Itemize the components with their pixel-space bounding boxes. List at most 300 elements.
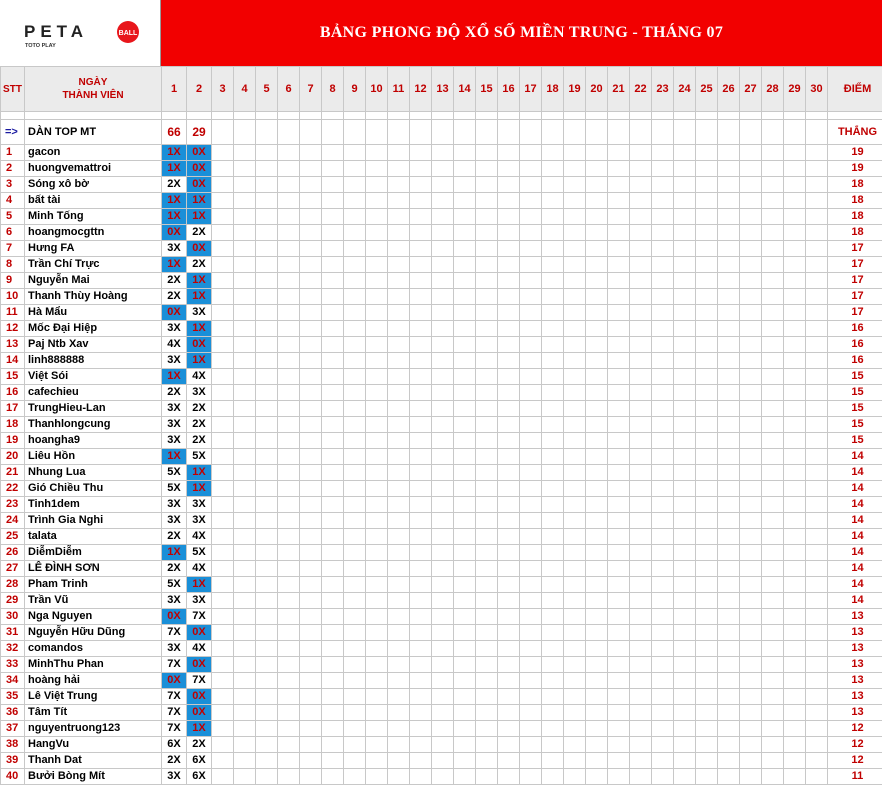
empty-cell[interactable] <box>454 737 476 753</box>
empty-cell[interactable] <box>476 433 498 449</box>
empty-cell[interactable] <box>300 673 322 689</box>
empty-cell[interactable] <box>366 577 388 593</box>
empty-cell[interactable] <box>234 705 256 721</box>
empty-cell[interactable] <box>718 321 740 337</box>
empty-cell[interactable] <box>256 177 278 193</box>
day-1-value[interactable]: 7X <box>162 657 187 673</box>
empty-cell[interactable] <box>586 321 608 337</box>
empty-cell[interactable] <box>322 529 344 545</box>
empty-cell[interactable] <box>432 241 454 257</box>
empty-cell[interactable] <box>696 769 718 785</box>
empty-cell[interactable] <box>454 145 476 161</box>
day-2-value[interactable]: 0X <box>187 161 212 177</box>
empty-cell[interactable] <box>234 657 256 673</box>
empty-cell[interactable] <box>696 120 718 145</box>
empty-cell[interactable] <box>234 561 256 577</box>
empty-cell[interactable] <box>740 465 762 481</box>
empty-cell[interactable] <box>542 577 564 593</box>
empty-cell[interactable] <box>652 120 674 145</box>
empty-cell[interactable] <box>476 193 498 209</box>
empty-cell[interactable] <box>454 545 476 561</box>
empty-cell[interactable] <box>674 625 696 641</box>
empty-cell[interactable] <box>410 177 432 193</box>
empty-cell[interactable] <box>344 705 366 721</box>
empty-cell[interactable] <box>366 353 388 369</box>
empty-cell[interactable] <box>718 417 740 433</box>
empty-cell[interactable] <box>784 481 806 497</box>
empty-cell[interactable] <box>674 497 696 513</box>
empty-cell[interactable] <box>586 120 608 145</box>
empty-cell[interactable] <box>652 529 674 545</box>
day-1-value[interactable]: 2X <box>162 385 187 401</box>
empty-cell[interactable] <box>366 225 388 241</box>
empty-cell[interactable] <box>542 145 564 161</box>
empty-cell[interactable] <box>762 401 784 417</box>
empty-cell[interactable] <box>410 449 432 465</box>
empty-cell[interactable] <box>212 177 234 193</box>
empty-cell[interactable] <box>564 721 586 737</box>
empty-cell[interactable] <box>410 193 432 209</box>
empty-cell[interactable] <box>388 401 410 417</box>
empty-cell[interactable] <box>696 241 718 257</box>
empty-cell[interactable] <box>740 481 762 497</box>
empty-cell[interactable] <box>784 721 806 737</box>
empty-cell[interactable] <box>806 753 828 769</box>
empty-cell[interactable] <box>366 705 388 721</box>
empty-cell[interactable] <box>234 481 256 497</box>
empty-cell[interactable] <box>300 145 322 161</box>
empty-cell[interactable] <box>520 385 542 401</box>
empty-cell[interactable] <box>300 241 322 257</box>
day-1-value[interactable]: 3X <box>162 417 187 433</box>
empty-cell[interactable] <box>278 385 300 401</box>
empty-cell[interactable] <box>388 593 410 609</box>
day-2-value[interactable]: 1X <box>187 209 212 225</box>
empty-cell[interactable] <box>366 161 388 177</box>
empty-cell[interactable] <box>410 120 432 145</box>
empty-cell[interactable] <box>300 769 322 785</box>
empty-cell[interactable] <box>234 289 256 305</box>
empty-cell[interactable] <box>432 577 454 593</box>
empty-cell[interactable] <box>762 609 784 625</box>
empty-cell[interactable] <box>300 225 322 241</box>
empty-cell[interactable] <box>652 241 674 257</box>
empty-cell[interactable] <box>344 145 366 161</box>
empty-cell[interactable] <box>476 481 498 497</box>
empty-cell[interactable] <box>762 145 784 161</box>
empty-cell[interactable] <box>630 641 652 657</box>
empty-cell[interactable] <box>498 465 520 481</box>
day-1-value[interactable]: 3X <box>162 321 187 337</box>
empty-cell[interactable] <box>366 689 388 705</box>
empty-cell[interactable] <box>564 273 586 289</box>
empty-cell[interactable] <box>608 321 630 337</box>
empty-cell[interactable] <box>278 321 300 337</box>
empty-cell[interactable] <box>300 625 322 641</box>
empty-cell[interactable] <box>344 545 366 561</box>
empty-cell[interactable] <box>476 609 498 625</box>
empty-cell[interactable] <box>410 257 432 273</box>
empty-cell[interactable] <box>454 120 476 145</box>
empty-cell[interactable] <box>476 321 498 337</box>
day-2-value[interactable]: 0X <box>187 625 212 641</box>
empty-cell[interactable] <box>256 721 278 737</box>
day-1-value[interactable]: 1X <box>162 193 187 209</box>
empty-cell[interactable] <box>300 161 322 177</box>
empty-cell[interactable] <box>696 449 718 465</box>
empty-cell[interactable] <box>608 433 630 449</box>
day-2-value[interactable]: 4X <box>187 561 212 577</box>
empty-cell[interactable] <box>234 120 256 145</box>
empty-cell[interactable] <box>784 257 806 273</box>
empty-cell[interactable] <box>432 753 454 769</box>
empty-cell[interactable] <box>608 769 630 785</box>
empty-cell[interactable] <box>762 337 784 353</box>
empty-cell[interactable] <box>718 689 740 705</box>
day-1-value[interactable]: 3X <box>162 401 187 417</box>
empty-cell[interactable] <box>432 737 454 753</box>
empty-cell[interactable] <box>674 481 696 497</box>
empty-cell[interactable] <box>476 337 498 353</box>
empty-cell[interactable] <box>806 225 828 241</box>
empty-cell[interactable] <box>652 769 674 785</box>
empty-cell[interactable] <box>630 481 652 497</box>
empty-cell[interactable] <box>586 641 608 657</box>
empty-cell[interactable] <box>762 737 784 753</box>
empty-cell[interactable] <box>278 369 300 385</box>
day-1-value[interactable]: 7X <box>162 721 187 737</box>
empty-cell[interactable] <box>454 481 476 497</box>
empty-cell[interactable] <box>432 161 454 177</box>
empty-cell[interactable] <box>542 321 564 337</box>
empty-cell[interactable] <box>432 401 454 417</box>
empty-cell[interactable] <box>564 561 586 577</box>
empty-cell[interactable] <box>388 753 410 769</box>
empty-cell[interactable] <box>652 145 674 161</box>
empty-cell[interactable] <box>300 353 322 369</box>
empty-cell[interactable] <box>542 401 564 417</box>
empty-cell[interactable] <box>344 273 366 289</box>
day-2-value[interactable]: 0X <box>187 337 212 353</box>
empty-cell[interactable] <box>432 209 454 225</box>
empty-cell[interactable] <box>520 193 542 209</box>
empty-cell[interactable] <box>256 561 278 577</box>
empty-cell[interactable] <box>410 305 432 321</box>
empty-cell[interactable] <box>586 529 608 545</box>
empty-cell[interactable] <box>762 465 784 481</box>
empty-cell[interactable] <box>300 689 322 705</box>
empty-cell[interactable] <box>740 257 762 273</box>
empty-cell[interactable] <box>234 305 256 321</box>
empty-cell[interactable] <box>322 241 344 257</box>
empty-cell[interactable] <box>498 369 520 385</box>
empty-cell[interactable] <box>454 721 476 737</box>
empty-cell[interactable] <box>630 273 652 289</box>
empty-cell[interactable] <box>322 257 344 273</box>
empty-cell[interactable] <box>674 689 696 705</box>
empty-cell[interactable] <box>366 449 388 465</box>
empty-cell[interactable] <box>542 513 564 529</box>
empty-cell[interactable] <box>806 769 828 785</box>
empty-cell[interactable] <box>278 177 300 193</box>
empty-cell[interactable] <box>278 465 300 481</box>
empty-cell[interactable] <box>762 545 784 561</box>
empty-cell[interactable] <box>432 337 454 353</box>
empty-cell[interactable] <box>608 673 630 689</box>
empty-cell[interactable] <box>278 561 300 577</box>
empty-cell[interactable] <box>498 305 520 321</box>
empty-cell[interactable] <box>564 257 586 273</box>
empty-cell[interactable] <box>256 385 278 401</box>
empty-cell[interactable] <box>630 385 652 401</box>
empty-cell[interactable] <box>410 513 432 529</box>
empty-cell[interactable] <box>652 609 674 625</box>
day-1-value[interactable]: 2X <box>162 273 187 289</box>
empty-cell[interactable] <box>542 753 564 769</box>
empty-cell[interactable] <box>674 177 696 193</box>
empty-cell[interactable] <box>718 145 740 161</box>
day-2-value[interactable]: 1X <box>187 465 212 481</box>
empty-cell[interactable] <box>542 257 564 273</box>
day-1-value[interactable]: 0X <box>162 305 187 321</box>
empty-cell[interactable] <box>344 737 366 753</box>
empty-cell[interactable] <box>586 401 608 417</box>
empty-cell[interactable] <box>718 481 740 497</box>
empty-cell[interactable] <box>322 120 344 145</box>
empty-cell[interactable] <box>674 321 696 337</box>
empty-cell[interactable] <box>300 433 322 449</box>
empty-cell[interactable] <box>564 145 586 161</box>
empty-cell[interactable] <box>212 193 234 209</box>
empty-cell[interactable] <box>234 593 256 609</box>
empty-cell[interactable] <box>256 753 278 769</box>
empty-cell[interactable] <box>674 465 696 481</box>
empty-cell[interactable] <box>344 120 366 145</box>
empty-cell[interactable] <box>740 529 762 545</box>
empty-cell[interactable] <box>498 337 520 353</box>
empty-cell[interactable] <box>256 609 278 625</box>
empty-cell[interactable] <box>454 433 476 449</box>
empty-cell[interactable] <box>784 577 806 593</box>
empty-cell[interactable] <box>608 401 630 417</box>
empty-cell[interactable] <box>410 657 432 673</box>
empty-cell[interactable] <box>762 241 784 257</box>
empty-cell[interactable] <box>278 481 300 497</box>
empty-cell[interactable] <box>300 385 322 401</box>
empty-cell[interactable] <box>300 305 322 321</box>
empty-cell[interactable] <box>586 593 608 609</box>
empty-cell[interactable] <box>454 593 476 609</box>
empty-cell[interactable] <box>608 705 630 721</box>
empty-cell[interactable] <box>366 625 388 641</box>
day-2-value[interactable]: 2X <box>187 417 212 433</box>
empty-cell[interactable] <box>718 705 740 721</box>
empty-cell[interactable] <box>410 161 432 177</box>
empty-cell[interactable] <box>806 353 828 369</box>
empty-cell[interactable] <box>498 321 520 337</box>
empty-cell[interactable] <box>718 657 740 673</box>
day-2-value[interactable]: 3X <box>187 305 212 321</box>
empty-cell[interactable] <box>278 737 300 753</box>
empty-cell[interactable] <box>564 513 586 529</box>
empty-cell[interactable] <box>520 369 542 385</box>
empty-cell[interactable] <box>740 417 762 433</box>
empty-cell[interactable] <box>608 721 630 737</box>
empty-cell[interactable] <box>586 609 608 625</box>
empty-cell[interactable] <box>784 433 806 449</box>
empty-cell[interactable] <box>586 289 608 305</box>
empty-cell[interactable] <box>674 193 696 209</box>
empty-cell[interactable] <box>344 641 366 657</box>
empty-cell[interactable] <box>586 657 608 673</box>
empty-cell[interactable] <box>476 209 498 225</box>
empty-cell[interactable] <box>432 513 454 529</box>
empty-cell[interactable] <box>674 577 696 593</box>
empty-cell[interactable] <box>432 417 454 433</box>
empty-cell[interactable] <box>652 161 674 177</box>
empty-cell[interactable] <box>608 417 630 433</box>
empty-cell[interactable] <box>366 481 388 497</box>
empty-cell[interactable] <box>410 337 432 353</box>
empty-cell[interactable] <box>454 177 476 193</box>
empty-cell[interactable] <box>212 737 234 753</box>
empty-cell[interactable] <box>366 273 388 289</box>
empty-cell[interactable] <box>674 593 696 609</box>
empty-cell[interactable] <box>498 145 520 161</box>
empty-cell[interactable] <box>432 145 454 161</box>
empty-cell[interactable] <box>212 657 234 673</box>
empty-cell[interactable] <box>322 209 344 225</box>
empty-cell[interactable] <box>278 120 300 145</box>
empty-cell[interactable] <box>476 273 498 289</box>
empty-cell[interactable] <box>806 161 828 177</box>
empty-cell[interactable] <box>586 161 608 177</box>
empty-cell[interactable] <box>256 257 278 273</box>
empty-cell[interactable] <box>696 353 718 369</box>
empty-cell[interactable] <box>608 145 630 161</box>
empty-cell[interactable] <box>696 273 718 289</box>
empty-cell[interactable] <box>410 209 432 225</box>
empty-cell[interactable] <box>586 385 608 401</box>
empty-cell[interactable] <box>388 689 410 705</box>
empty-cell[interactable] <box>740 177 762 193</box>
empty-cell[interactable] <box>498 193 520 209</box>
empty-cell[interactable] <box>520 273 542 289</box>
empty-cell[interactable] <box>322 641 344 657</box>
empty-cell[interactable] <box>652 673 674 689</box>
empty-cell[interactable] <box>476 369 498 385</box>
empty-cell[interactable] <box>718 625 740 641</box>
empty-cell[interactable] <box>718 433 740 449</box>
empty-cell[interactable] <box>322 513 344 529</box>
empty-cell[interactable] <box>498 721 520 737</box>
empty-cell[interactable] <box>806 673 828 689</box>
empty-cell[interactable] <box>212 609 234 625</box>
empty-cell[interactable] <box>476 497 498 513</box>
empty-cell[interactable] <box>806 641 828 657</box>
empty-cell[interactable] <box>520 449 542 465</box>
empty-cell[interactable] <box>278 721 300 737</box>
empty-cell[interactable] <box>322 593 344 609</box>
empty-cell[interactable] <box>234 625 256 641</box>
empty-cell[interactable] <box>388 225 410 241</box>
empty-cell[interactable] <box>630 657 652 673</box>
empty-cell[interactable] <box>344 769 366 785</box>
empty-cell[interactable] <box>806 609 828 625</box>
empty-cell[interactable] <box>388 433 410 449</box>
empty-cell[interactable] <box>322 161 344 177</box>
empty-cell[interactable] <box>542 705 564 721</box>
empty-cell[interactable] <box>806 193 828 209</box>
empty-cell[interactable] <box>498 225 520 241</box>
empty-cell[interactable] <box>520 177 542 193</box>
empty-cell[interactable] <box>454 321 476 337</box>
empty-cell[interactable] <box>740 689 762 705</box>
empty-cell[interactable] <box>784 705 806 721</box>
empty-cell[interactable] <box>520 593 542 609</box>
empty-cell[interactable] <box>322 497 344 513</box>
empty-cell[interactable] <box>520 641 542 657</box>
empty-cell[interactable] <box>278 769 300 785</box>
empty-cell[interactable] <box>740 145 762 161</box>
empty-cell[interactable] <box>278 417 300 433</box>
empty-cell[interactable] <box>608 577 630 593</box>
empty-cell[interactable] <box>762 657 784 673</box>
empty-cell[interactable] <box>608 289 630 305</box>
empty-cell[interactable] <box>740 609 762 625</box>
empty-cell[interactable] <box>784 753 806 769</box>
empty-cell[interactable] <box>410 529 432 545</box>
empty-cell[interactable] <box>718 641 740 657</box>
empty-cell[interactable] <box>410 417 432 433</box>
empty-cell[interactable] <box>432 433 454 449</box>
empty-cell[interactable] <box>740 641 762 657</box>
empty-cell[interactable] <box>652 417 674 433</box>
empty-cell[interactable] <box>410 705 432 721</box>
empty-cell[interactable] <box>586 737 608 753</box>
empty-cell[interactable] <box>542 721 564 737</box>
empty-cell[interactable] <box>454 401 476 417</box>
empty-cell[interactable] <box>806 497 828 513</box>
empty-cell[interactable] <box>388 449 410 465</box>
empty-cell[interactable] <box>652 545 674 561</box>
empty-cell[interactable] <box>740 385 762 401</box>
empty-cell[interactable] <box>322 721 344 737</box>
empty-cell[interactable] <box>322 337 344 353</box>
empty-cell[interactable] <box>630 161 652 177</box>
empty-cell[interactable] <box>366 417 388 433</box>
empty-cell[interactable] <box>388 545 410 561</box>
empty-cell[interactable] <box>630 529 652 545</box>
empty-cell[interactable] <box>652 657 674 673</box>
empty-cell[interactable] <box>608 465 630 481</box>
empty-cell[interactable] <box>784 545 806 561</box>
empty-cell[interactable] <box>674 120 696 145</box>
empty-cell[interactable] <box>366 721 388 737</box>
empty-cell[interactable] <box>784 145 806 161</box>
empty-cell[interactable] <box>542 193 564 209</box>
empty-cell[interactable] <box>740 369 762 385</box>
empty-cell[interactable] <box>718 465 740 481</box>
empty-cell[interactable] <box>608 273 630 289</box>
empty-cell[interactable] <box>784 513 806 529</box>
day-1-value[interactable]: 1X <box>162 369 187 385</box>
empty-cell[interactable] <box>586 353 608 369</box>
empty-cell[interactable] <box>454 257 476 273</box>
empty-cell[interactable] <box>212 721 234 737</box>
empty-cell[interactable] <box>740 433 762 449</box>
empty-cell[interactable] <box>608 593 630 609</box>
